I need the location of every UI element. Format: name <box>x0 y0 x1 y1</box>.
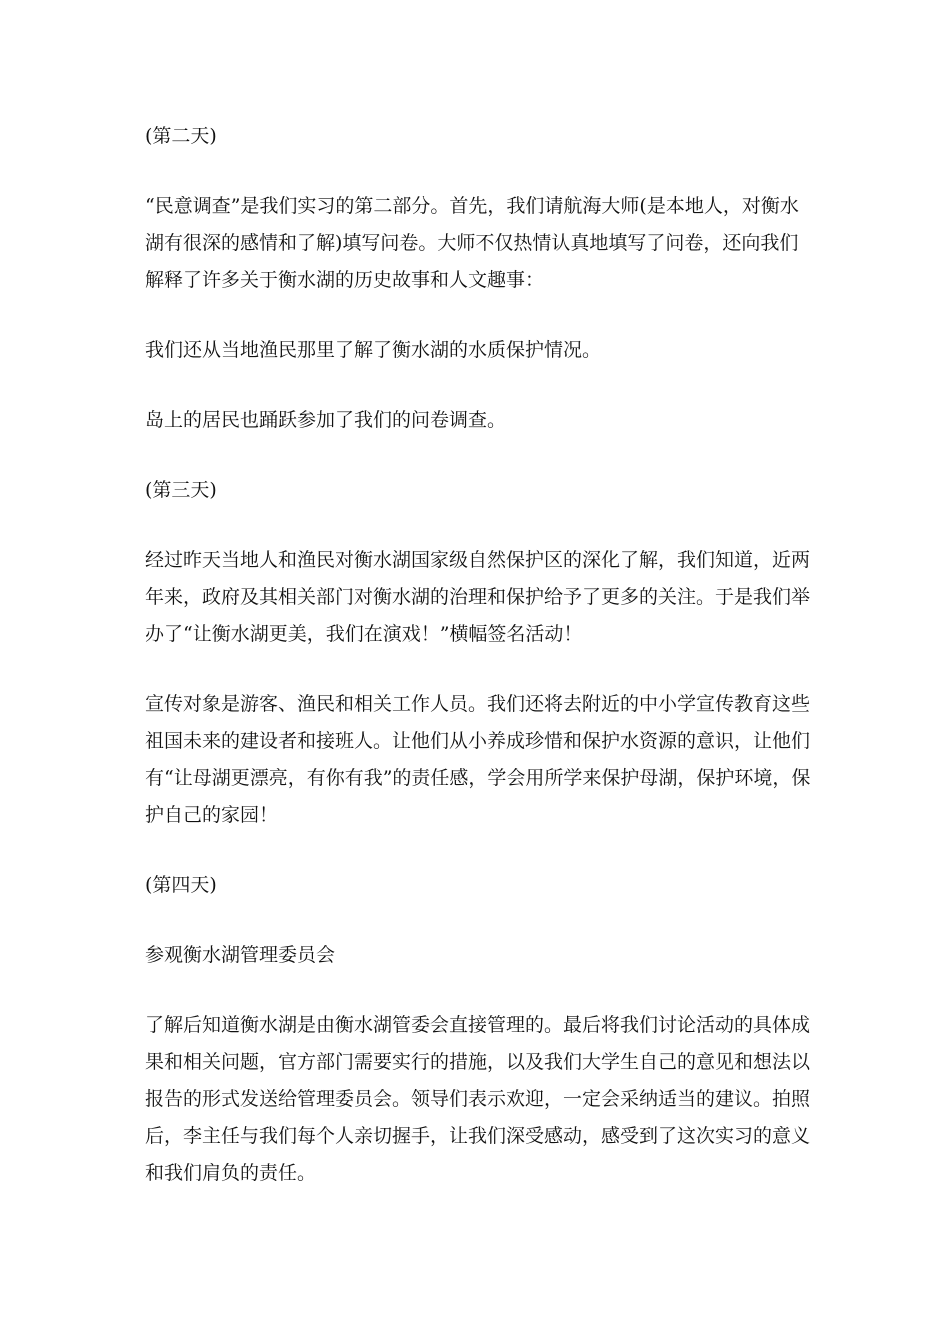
paragraph-fishermen: 我们还从当地渔民那里了解了衡水湖的水质保护情况。 <box>145 339 602 361</box>
paragraph-visit-committee: 参观衡水湖管理委员会 <box>145 944 336 966</box>
day-heading-2: (第二天) <box>145 125 217 147</box>
paragraph-report: 了解后知道衡水湖是由衡水湖管委会直接管理的。最后将我们讨论活动的具体成果和相关问题，官方部门需要实行的措施，以及我们大学生自己的意见和想法以报告的形式发送给管理委员会。领导们表示欢迎，一定会采纳适当的建议。拍照后，李主任与我们每个人亲切握手，让我们深受感动，感受到了这次实习的意义和我们肩负的责任。 <box>145 1014 811 1184</box>
paragraph-publicity: 宣传对象是游客、渔民和相关工作人员。我们还将去附近的中小学宣传教育这些祖国未来的建设者和接班人。让他们从小养成珍惜和保护水资源的意识，让他们有“让母湖更漂亮，有你有我”的责任感，学会用所学来保护母湖，保护环境，保护自己的家园！ <box>145 693 811 826</box>
day-heading-3: (第三天) <box>145 479 217 501</box>
paragraph-banner-activity: 经过昨天当地人和渔民对衡水湖国家级自然保护区的深化了解，我们知道，近两年来，政府及其相关部门对衡水湖的治理和保护给予了更多的关注。于是我们举办了“让衡水湖更美，我们在演戏！”横幅签名活动！ <box>145 549 811 645</box>
paragraph-survey: “民意调查”是我们实习的第二部分。首先，我们请航海大师(是本地人，对衡水湖有很深的感情和了解)填写问卷。大师不仅热情认真地填写了问卷，还向我们解释了许多关于衡水湖的历史故事和人文趣事： <box>145 195 799 291</box>
paragraph-residents: 岛上的居民也踊跃参加了我们的问卷调查。 <box>145 409 507 431</box>
document-body <box>145 118 815 1225</box>
day-heading-4: (第四天) <box>145 874 217 896</box>
